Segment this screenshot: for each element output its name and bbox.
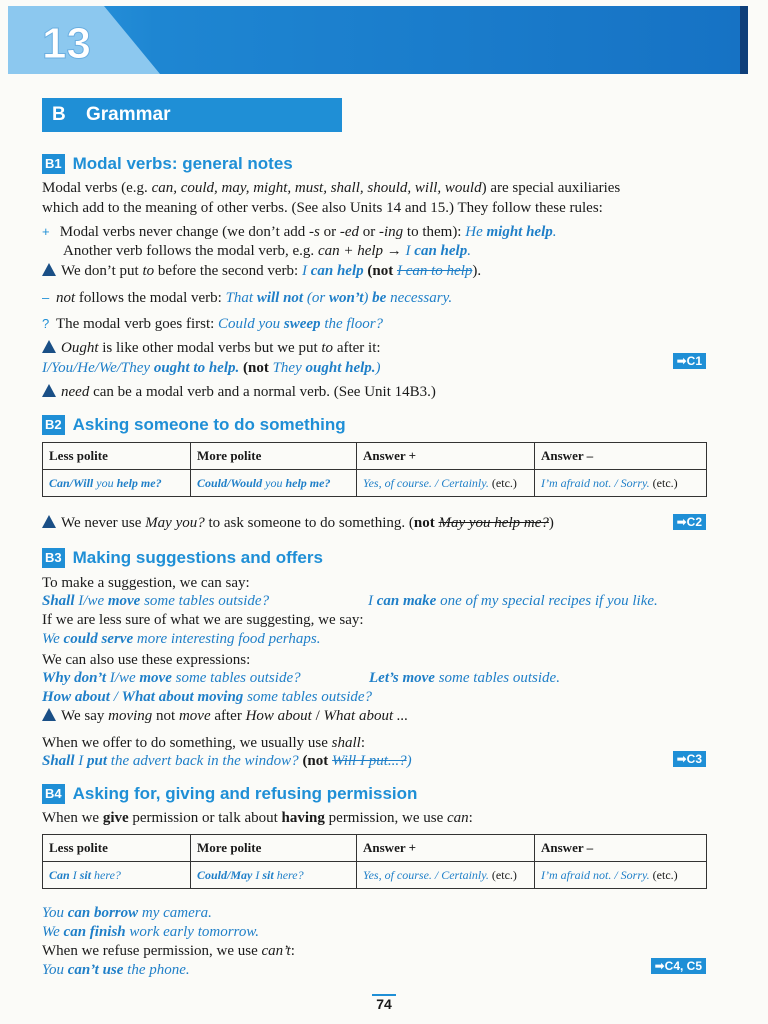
table-cell: Yes, of course. / Certainly. (etc.) [357,862,535,889]
warning-icon [42,384,56,397]
b4-example: We can finish work early tomorrow. [42,924,259,940]
b3-example: We could serve more interesting food perhaps. [42,631,321,647]
unit-number: 13 [42,19,91,68]
b3-example: Let’s move some tables outside. [369,670,560,686]
table-header: Answer + [357,443,535,470]
plus-icon: + [42,224,50,239]
table-header: More polite [191,443,357,470]
table-cell: Could/Would you help me? [191,470,357,497]
b4-title: Asking for, giving and refusing permission [72,784,418,803]
b4-line: When we give permission or talk about having permission, we use can: [42,810,473,826]
b1-rule-2: We don’t put to before the second verb: I can help (not I can to help). [42,262,481,281]
minus-icon: – [42,290,50,305]
b4-line: When we refuse permission, we use can’t: [42,943,295,959]
b3-example: Shall I/we move some tables outside? [42,593,270,609]
warning-icon [42,263,56,276]
b3-note: We say moving not move after How about / What about ... [42,707,408,726]
table-cell: I’m afraid not. / Sorry. (etc.) [535,470,707,497]
table-row [43,470,707,497]
question-icon: ? [42,316,50,331]
b4-table [42,834,707,889]
table-row [43,862,707,889]
table-header: Answer – [535,835,707,862]
b1-rule-4: ? The modal verb goes first: Could you sweep the floor? [42,316,384,332]
table-header-row [43,443,707,470]
b3-heading [42,547,323,569]
b1-tag: B1 [42,154,65,174]
b1-rule-3: – not follows the modal verb: That will not (or won’t) be necessary. [42,290,453,306]
warning-icon [42,708,56,721]
b3-example: How about / What about moving some tables outside? [42,689,373,705]
b3-line: If we are less sure of what we are suggesting, we say: [42,612,364,628]
page-number: 74 [0,996,768,1012]
table-cell: I’m afraid not. / Sorry. (etc.) [535,862,707,889]
table-header-row [43,835,707,862]
b4-heading [42,783,417,805]
b1-rule-6: need can be a modal verb and a normal verb. (See Unit 14B3.) [42,383,436,402]
b4-tag: B4 [42,784,65,804]
b2-note: We never use May you? to ask someone to do something. (not May you help me?) [42,514,554,533]
table-cell: Can/Will you help me? [43,470,191,497]
b2-title: Asking someone to do something [72,415,346,434]
ref-c2[interactable]: ➡C2 [673,514,706,530]
b2-table [42,442,707,497]
b3-line: When we offer to do something, we usually use shall: [42,735,366,751]
section-header [42,98,342,132]
table-header: Answer + [357,835,535,862]
b2-heading [42,414,346,436]
b1-title: Modal verbs: general notes [72,154,293,173]
warning-icon [42,340,56,353]
b3-example: Why don’t I/we move some tables outside? [42,670,301,686]
table-cell: Could/May I sit here? [191,862,357,889]
unit-banner [8,6,748,74]
table-header: Answer – [535,443,707,470]
b3-tag: B3 [42,548,65,568]
ref-c4-c5[interactable]: ➡C4, C5 [651,958,706,974]
table-cell: Yes, of course. / Certainly. (etc.) [357,470,535,497]
b1-rule-5: Ought is like other modal verbs but we put to after it: [42,339,381,358]
b1-rule-5-example: I/You/He/We/They ought to help. (not They ought help.) [42,360,381,376]
b1-heading [42,153,293,175]
b1-rule-1: + Modal verbs never change (we don’t add -s or -ed or -ing to them): He might help. [42,224,557,240]
table-header: More polite [191,835,357,862]
b3-line: We can also use these expressions: [42,652,251,668]
table-header: Less polite [43,835,191,862]
ref-c1[interactable]: ➡C1 [673,353,706,369]
b3-line: To make a suggestion, we can say: [42,575,250,591]
table-cell: Can I sit here? [43,862,191,889]
b1-rule-1-line2: Another verb follows the modal verb, e.g. can + help → I can help. [63,243,471,259]
ref-c3[interactable]: ➡C3 [673,751,706,767]
b3-example: I can make one of my special recipes if you like. [368,593,658,609]
warning-icon [42,515,56,528]
table-header: Less polite [43,443,191,470]
b1-intro-line1: Modal verbs (e.g. can, could, may, might, must, shall, should, will, would) are special auxiliaries [42,180,621,196]
section-letter: B [52,104,66,125]
b4-example: You can’t use the phone. [42,962,190,978]
b3-example: Shall I put the advert back in the window? (not Will I put...?) [42,753,412,769]
section-title: Grammar [86,104,171,125]
b1-intro-line2: which add to the meaning of other verbs. (See also Units 14 and 15.) They follow these rules: [42,200,603,216]
b2-tag: B2 [42,415,65,435]
b4-example: You can borrow my camera. [42,905,212,921]
b3-title: Making suggestions and offers [72,548,323,567]
